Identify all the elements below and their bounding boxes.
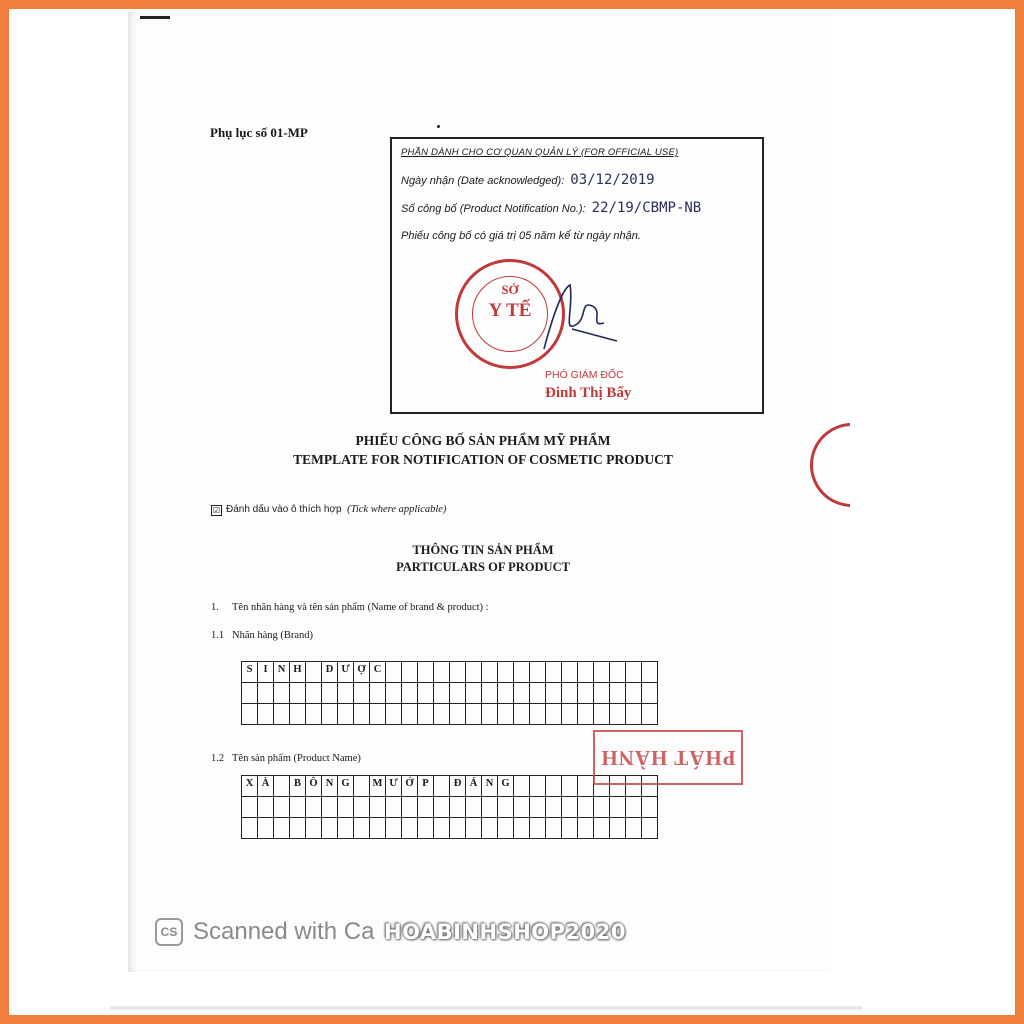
grid-cell bbox=[386, 662, 402, 683]
grid-cell bbox=[530, 776, 546, 797]
grid-cell bbox=[642, 797, 658, 818]
grid-cell: G bbox=[338, 776, 354, 797]
official-use-header: PHẦN DÀNH CHO CƠ QUAN QUẢN LÝ (FOR OFFICIAL USE) bbox=[401, 147, 679, 158]
partial-seal bbox=[810, 423, 850, 509]
grid-cell bbox=[418, 818, 434, 839]
grid-cell bbox=[322, 704, 338, 725]
grid-cell bbox=[626, 662, 642, 683]
grid-cell bbox=[274, 818, 290, 839]
grid-cell bbox=[402, 662, 418, 683]
grid-cell bbox=[610, 683, 626, 704]
grid-cell bbox=[578, 776, 594, 797]
grid-cell bbox=[290, 683, 306, 704]
grid-cell bbox=[418, 704, 434, 725]
grid-cell bbox=[498, 683, 514, 704]
grid-cell bbox=[578, 683, 594, 704]
grid-cell bbox=[610, 797, 626, 818]
notification-number-row bbox=[401, 200, 701, 216]
grid-cell bbox=[546, 797, 562, 818]
grid-cell bbox=[610, 818, 626, 839]
item-1-label: Tên nhãn hàng và tên sản phẩm (Name of brand & product) : bbox=[232, 602, 489, 613]
checked-box-icon: ☑ bbox=[212, 506, 221, 515]
grid-cell bbox=[306, 704, 322, 725]
grid-cell bbox=[322, 818, 338, 839]
grid-cell bbox=[642, 662, 658, 683]
grid-cell bbox=[434, 662, 450, 683]
tick-instruction-vn: Đánh dấu vào ô thích hợp bbox=[226, 504, 342, 515]
scanner-text: Scanned with Ca bbox=[193, 918, 375, 945]
grid-cell bbox=[258, 797, 274, 818]
grid-cell bbox=[546, 704, 562, 725]
appendix-label: Phụ lục số 01-MP bbox=[210, 125, 308, 140]
grid-cell bbox=[642, 704, 658, 725]
grid-cell bbox=[370, 797, 386, 818]
grid-cell bbox=[402, 704, 418, 725]
grid-cell: X bbox=[242, 776, 258, 797]
grid-cell bbox=[258, 704, 274, 725]
item-1-1-label: Nhãn hàng (Brand) bbox=[232, 630, 314, 641]
grid-cell bbox=[482, 704, 498, 725]
grid-cell: S bbox=[242, 662, 258, 683]
grid-cell: G bbox=[498, 776, 514, 797]
notification-number-value: 22/19/CBMP-NB bbox=[591, 200, 702, 216]
grid-cell bbox=[466, 818, 482, 839]
item-1-number: 1. bbox=[211, 602, 219, 613]
grid-cell bbox=[258, 818, 274, 839]
grid-cell bbox=[466, 683, 482, 704]
grid-cell bbox=[530, 797, 546, 818]
signature-mark bbox=[532, 279, 622, 359]
document-title-vn: PHIẾU CÔNG BỐ SẢN PHẨM MỸ PHẨM bbox=[355, 433, 611, 448]
grid-cell bbox=[546, 818, 562, 839]
tick-instruction-en: (Tick where applicable) bbox=[347, 504, 447, 515]
grid-cell: Đ bbox=[450, 776, 466, 797]
grid-cell: Ô bbox=[306, 776, 322, 797]
grid-cell bbox=[514, 662, 530, 683]
item-1 bbox=[211, 602, 489, 613]
grid-cell bbox=[530, 683, 546, 704]
grid-cell bbox=[626, 704, 642, 725]
grid-cell bbox=[274, 704, 290, 725]
product-grid-row bbox=[242, 797, 658, 818]
release-stamp: PHÁT HÀNH bbox=[593, 730, 743, 785]
grid-cell bbox=[498, 818, 514, 839]
grid-cell bbox=[530, 818, 546, 839]
grid-cell bbox=[370, 683, 386, 704]
grid-cell bbox=[290, 818, 306, 839]
grid-cell bbox=[434, 776, 450, 797]
grid-cell bbox=[402, 797, 418, 818]
grid-cell bbox=[370, 818, 386, 839]
scan-speck bbox=[437, 125, 440, 128]
grid-cell bbox=[386, 818, 402, 839]
grid-cell bbox=[434, 704, 450, 725]
grid-cell: C bbox=[370, 662, 386, 683]
grid-cell bbox=[610, 704, 626, 725]
grid-cell: Ớ bbox=[402, 776, 418, 797]
grid-cell bbox=[610, 662, 626, 683]
brand-grid-row bbox=[242, 683, 658, 704]
grid-cell bbox=[514, 683, 530, 704]
page-edge bbox=[110, 1006, 862, 1010]
grid-cell: Ợ bbox=[354, 662, 370, 683]
grid-cell bbox=[498, 662, 514, 683]
grid-cell bbox=[578, 704, 594, 725]
grid-cell bbox=[242, 683, 258, 704]
brand-grid-row bbox=[242, 662, 658, 683]
signer-name: Đinh Thị Bẩy bbox=[545, 385, 632, 401]
grid-cell bbox=[594, 662, 610, 683]
grid-cell bbox=[530, 704, 546, 725]
grid-cell bbox=[514, 704, 530, 725]
validity-text: Phiếu công bố có giá trị 05 năm kể từ ngày nhận. bbox=[401, 230, 641, 242]
grid-cell bbox=[386, 683, 402, 704]
grid-cell bbox=[594, 797, 610, 818]
grid-cell bbox=[370, 704, 386, 725]
grid-cell bbox=[354, 683, 370, 704]
grid-cell bbox=[354, 776, 370, 797]
item-1-2-label: Tên sản phẩm (Product Name) bbox=[232, 753, 361, 764]
grid-cell bbox=[338, 797, 354, 818]
grid-cell bbox=[418, 683, 434, 704]
grid-cell bbox=[626, 683, 642, 704]
grid-cell bbox=[354, 818, 370, 839]
grid-cell bbox=[290, 704, 306, 725]
grid-cell: B bbox=[290, 776, 306, 797]
grid-cell bbox=[450, 797, 466, 818]
grid-cell bbox=[242, 797, 258, 818]
section-title-en: PARTICULARS OF PRODUCT bbox=[396, 560, 570, 574]
grid-cell bbox=[354, 797, 370, 818]
grid-cell bbox=[594, 818, 610, 839]
grid-cell bbox=[594, 704, 610, 725]
grid-cell bbox=[642, 683, 658, 704]
grid-cell bbox=[546, 776, 562, 797]
grid-cell bbox=[626, 797, 642, 818]
grid-cell bbox=[498, 704, 514, 725]
grid-cell bbox=[258, 683, 274, 704]
grid-cell bbox=[434, 818, 450, 839]
item-1-1 bbox=[211, 630, 313, 641]
grid-cell bbox=[242, 818, 258, 839]
grid-cell bbox=[562, 683, 578, 704]
date-acknowledged-value: 03/12/2019 bbox=[570, 172, 655, 188]
grid-cell bbox=[290, 797, 306, 818]
grid-cell bbox=[530, 662, 546, 683]
grid-cell bbox=[546, 662, 562, 683]
grid-cell bbox=[450, 683, 466, 704]
camscanner-icon: CS bbox=[155, 918, 183, 946]
shop-watermark: HOABINHSHOP2020 bbox=[384, 920, 626, 944]
brand-grid-row bbox=[242, 704, 658, 725]
item-1-2 bbox=[211, 753, 361, 764]
grid-cell bbox=[338, 818, 354, 839]
grid-cell bbox=[482, 662, 498, 683]
grid-cell: Ư bbox=[338, 662, 354, 683]
grid-cell bbox=[450, 662, 466, 683]
grid-cell: D bbox=[322, 662, 338, 683]
grid-cell bbox=[466, 704, 482, 725]
grid-cell bbox=[466, 662, 482, 683]
grid-cell bbox=[338, 704, 354, 725]
grid-cell bbox=[322, 797, 338, 818]
grid-cell: À bbox=[258, 776, 274, 797]
grid-cell: H bbox=[290, 662, 306, 683]
official-use-box bbox=[390, 137, 764, 414]
grid-cell bbox=[578, 662, 594, 683]
grid-cell bbox=[562, 818, 578, 839]
document-title-en: TEMPLATE FOR NOTIFICATION OF COSMETIC PRODUCT bbox=[293, 452, 673, 467]
product-grid-row bbox=[242, 818, 658, 839]
grid-cell bbox=[562, 776, 578, 797]
brand-grid bbox=[241, 661, 658, 725]
validity-row bbox=[401, 230, 641, 242]
grid-cell bbox=[306, 662, 322, 683]
grid-cell bbox=[274, 797, 290, 818]
grid-cell bbox=[242, 704, 258, 725]
grid-cell bbox=[306, 797, 322, 818]
grid-cell bbox=[482, 818, 498, 839]
item-1-1-number: 1.1 bbox=[211, 630, 225, 641]
grid-cell: I bbox=[258, 662, 274, 683]
seal-text-top: SỞ bbox=[501, 282, 519, 297]
grid-cell bbox=[450, 818, 466, 839]
date-acknowledged-row bbox=[401, 172, 655, 188]
grid-cell: N bbox=[274, 662, 290, 683]
grid-cell bbox=[482, 683, 498, 704]
grid-cell bbox=[418, 662, 434, 683]
grid-cell bbox=[434, 797, 450, 818]
grid-cell: M bbox=[370, 776, 386, 797]
seal-text-main: Y TẾ bbox=[488, 300, 532, 321]
grid-cell bbox=[354, 704, 370, 725]
grid-cell bbox=[306, 818, 322, 839]
grid-cell bbox=[562, 662, 578, 683]
date-acknowledged-label: Ngày nhận (Date acknowledged): bbox=[401, 175, 565, 187]
scanner-watermark bbox=[155, 918, 374, 946]
grid-cell: N bbox=[322, 776, 338, 797]
grid-cell bbox=[498, 797, 514, 818]
grid-cell bbox=[466, 797, 482, 818]
grid-cell: N bbox=[482, 776, 498, 797]
section-title-vn: THÔNG TIN SẢN PHẨM bbox=[412, 543, 554, 557]
grid-cell bbox=[514, 818, 530, 839]
grid-cell bbox=[594, 683, 610, 704]
grid-cell bbox=[306, 683, 322, 704]
grid-cell bbox=[562, 704, 578, 725]
tick-instruction bbox=[211, 504, 446, 516]
grid-cell: Ư bbox=[386, 776, 402, 797]
grid-cell bbox=[274, 776, 290, 797]
grid-cell bbox=[386, 704, 402, 725]
grid-cell bbox=[482, 797, 498, 818]
grid-cell bbox=[418, 797, 434, 818]
grid-cell bbox=[514, 776, 530, 797]
grid-cell: P bbox=[418, 776, 434, 797]
scan-mark bbox=[140, 16, 170, 19]
grid-cell bbox=[562, 797, 578, 818]
item-1-2-number: 1.2 bbox=[211, 753, 225, 764]
grid-cell bbox=[578, 818, 594, 839]
grid-cell bbox=[274, 683, 290, 704]
grid-cell bbox=[578, 797, 594, 818]
signer-title: PHÓ GIÁM ĐỐC bbox=[545, 369, 624, 381]
grid-cell bbox=[386, 797, 402, 818]
grid-cell bbox=[338, 683, 354, 704]
grid-cell bbox=[514, 797, 530, 818]
grid-cell bbox=[402, 818, 418, 839]
grid-cell: Á bbox=[466, 776, 482, 797]
grid-cell bbox=[626, 818, 642, 839]
grid-cell bbox=[546, 683, 562, 704]
grid-cell bbox=[642, 818, 658, 839]
grid-cell bbox=[450, 704, 466, 725]
notification-number-label: Số công bố (Product Notification No.): bbox=[401, 203, 586, 215]
grid-cell bbox=[402, 683, 418, 704]
grid-cell bbox=[434, 683, 450, 704]
grid-cell bbox=[322, 683, 338, 704]
